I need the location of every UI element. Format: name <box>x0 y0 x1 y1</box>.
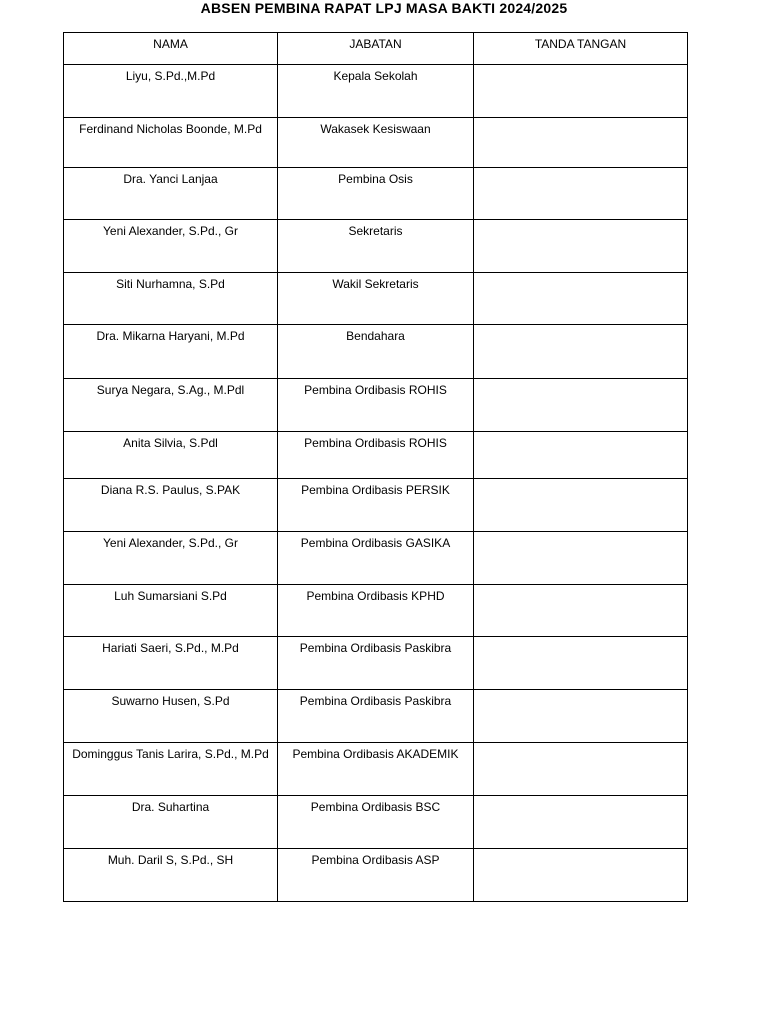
table-row <box>64 432 688 479</box>
cell-position: Sekretaris <box>278 220 474 273</box>
table-row <box>64 168 688 220</box>
table-row <box>64 585 688 637</box>
table-row <box>64 220 688 273</box>
header-row <box>64 33 688 65</box>
cell-position: Pembina Ordibasis AKADEMIK <box>278 743 474 796</box>
table-row <box>64 637 688 690</box>
cell-signature[interactable] <box>474 532 688 585</box>
cell-name: Anita Silvia, S.Pdl <box>64 432 278 479</box>
table-row <box>64 479 688 532</box>
cell-position: Pembina Ordibasis PERSIK <box>278 479 474 532</box>
cell-name: Liyu, S.Pd.,M.Pd <box>64 65 278 118</box>
cell-signature[interactable] <box>474 743 688 796</box>
cell-position: Pembina Ordibasis GASIKA <box>278 532 474 585</box>
cell-signature[interactable] <box>474 849 688 902</box>
cell-signature[interactable] <box>474 796 688 849</box>
cell-signature[interactable] <box>474 273 688 325</box>
cell-name: Yeni Alexander, S.Pd., Gr <box>64 220 278 273</box>
cell-position: Pembina Ordibasis ASP <box>278 849 474 902</box>
table-row <box>64 796 688 849</box>
table-row <box>64 325 688 379</box>
cell-signature[interactable] <box>474 220 688 273</box>
table-row <box>64 118 688 168</box>
table-row <box>64 690 688 743</box>
cell-position: Pembina Ordibasis BSC <box>278 796 474 849</box>
cell-name: Surya Negara, S.Ag., M.Pdl <box>64 379 278 432</box>
cell-position: Pembina Ordibasis Paskibra <box>278 690 474 743</box>
cell-signature[interactable] <box>474 585 688 637</box>
column-header-name: NAMA <box>64 33 278 65</box>
column-header-position: JABATAN <box>278 33 474 65</box>
cell-position: Pembina Ordibasis KPHD <box>278 585 474 637</box>
cell-name: Ferdinand Nicholas Boonde, M.Pd <box>64 118 278 168</box>
table-body <box>64 65 688 902</box>
cell-position: Pembina Ordibasis Paskibra <box>278 637 474 690</box>
cell-name: Siti Nurhamna, S.Pd <box>64 273 278 325</box>
cell-position: Bendahara <box>278 325 474 379</box>
cell-position: Kepala Sekolah <box>278 65 474 118</box>
cell-position: Wakil Sekretaris <box>278 273 474 325</box>
cell-signature[interactable] <box>474 637 688 690</box>
cell-name: Diana R.S. Paulus, S.PAK <box>64 479 278 532</box>
cell-name: Luh Sumarsiani S.Pd <box>64 585 278 637</box>
cell-name: Suwarno Husen, S.Pd <box>64 690 278 743</box>
cell-name: Hariati Saeri, S.Pd., M.Pd <box>64 637 278 690</box>
cell-signature[interactable] <box>474 379 688 432</box>
cell-signature[interactable] <box>474 65 688 118</box>
column-header-signature: TANDA TANGAN <box>474 33 688 65</box>
cell-signature[interactable] <box>474 690 688 743</box>
cell-position: Pembina Osis <box>278 168 474 220</box>
cell-name: Dra. Mikarna Haryani, M.Pd <box>64 325 278 379</box>
cell-signature[interactable] <box>474 118 688 168</box>
cell-name: Dra. Yanci Lanjaa <box>64 168 278 220</box>
cell-signature[interactable] <box>474 168 688 220</box>
cell-signature[interactable] <box>474 432 688 479</box>
cell-signature[interactable] <box>474 479 688 532</box>
table-row <box>64 532 688 585</box>
table-row <box>64 273 688 325</box>
cell-name: Yeni Alexander, S.Pd., Gr <box>64 532 278 585</box>
table-row <box>64 379 688 432</box>
cell-signature[interactable] <box>474 325 688 379</box>
table-row <box>64 65 688 118</box>
cell-position: Wakasek Kesiswaan <box>278 118 474 168</box>
cell-name: Dra. Suhartina <box>64 796 278 849</box>
cell-name: Muh. Daril S, S.Pd., SH <box>64 849 278 902</box>
cell-position: Pembina Ordibasis ROHIS <box>278 379 474 432</box>
cell-position: Pembina Ordibasis ROHIS <box>278 432 474 479</box>
page-title: ABSEN PEMBINA RAPAT LPJ MASA BAKTI 2024/2025 <box>200 0 568 16</box>
table-header <box>64 33 688 65</box>
table-row <box>64 849 688 902</box>
cell-name: Dominggus Tanis Larira, S.Pd., M.Pd <box>64 743 278 796</box>
attendance-table <box>63 32 688 902</box>
table-row <box>64 743 688 796</box>
